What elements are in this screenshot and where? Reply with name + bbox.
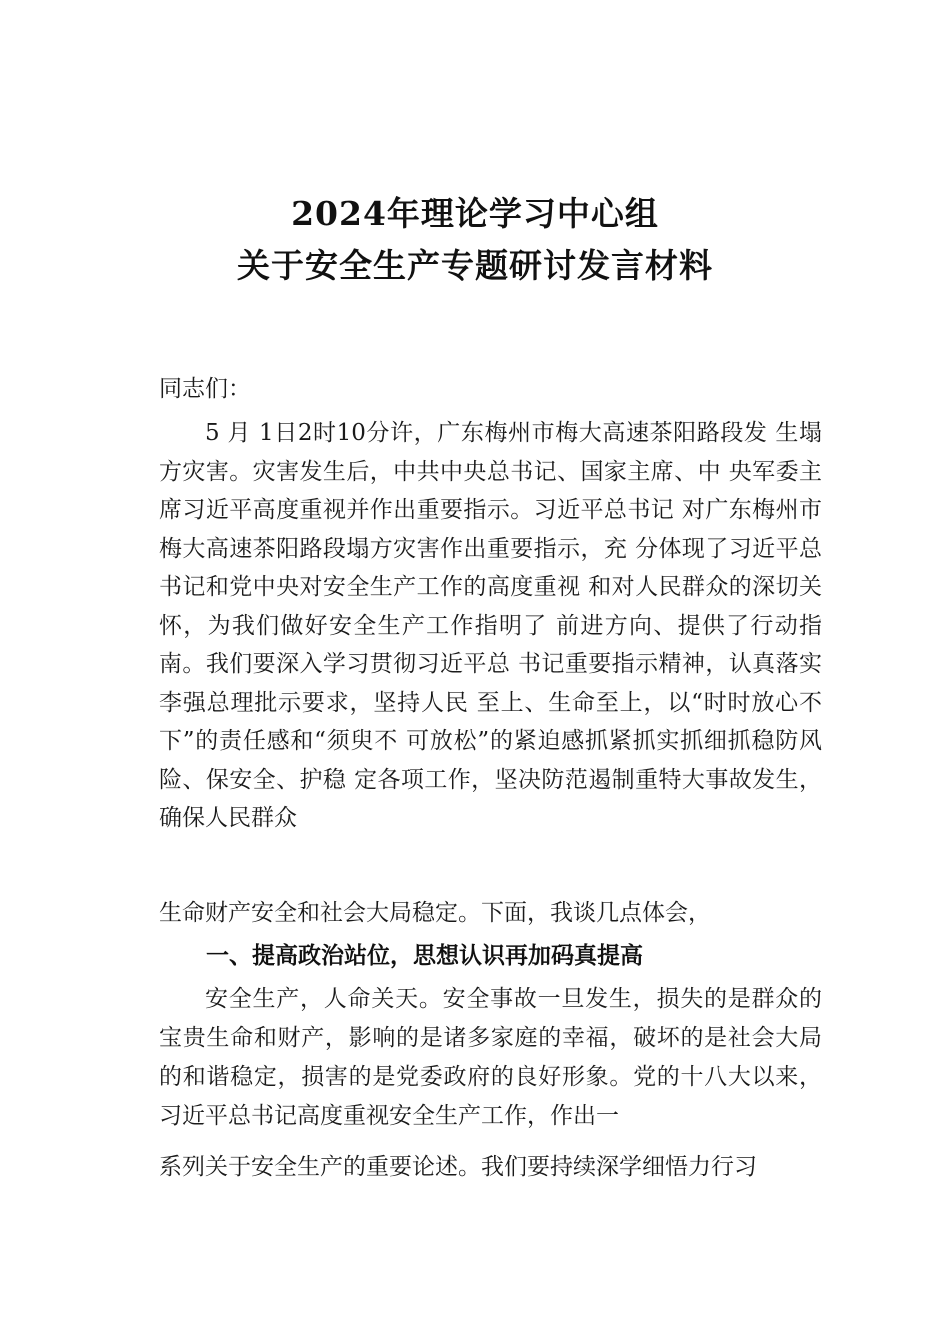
paragraph-2: 安全生产，人命关天。安全事故一旦发生，损失的是群众的宝贵生命和财产，影响的是诸多家庭的幸福，破坏的是社会大局的和谐稳定，损害的是党委政府的良好形象。党的十八大以来，习近平总书记高度重视安全生产工作，作出一 bbox=[159, 986, 822, 1129]
paragraph-1: 5 月 1日2时10分许，广东梅州市梅大高速茶阳路段发 生塌方灾害。灾害发生后，中共中央总书记、国家主席、中 央军委主席习近平高度重视并作出重要指示。习近平总书记 对广东梅州市梅大高速茶阳路段塌方灾害作出重要指示，充 分体现了习近平总书记和党中央对安全生产工作的高度重视 和对人民群众的深切关怀，为我们做好安全生产工作指明了 前进方向、提供了行动指南。我们要深入学习贯彻习近平总 书记重要指示精神，认真落实李强总理批示要求，坚持人民 至上、生命至上，以“时时放心不下”的责任感和“须臾不 可放松”的紧迫感抓紧抓实抓细抓稳防风险、保安全、护稳 定各项工作，坚决防范遏制重特大事故发生，确保人民群众 bbox=[159, 420, 822, 831]
document-title-line1: 2024年理论学习中心组 bbox=[291, 194, 659, 233]
document-title-line2: 关于安全生产专题研讨发言材料 bbox=[237, 246, 713, 285]
paragraph-1-tail: 生命财产安全和社会大局稳定。下面，我谈几点体会， bbox=[159, 900, 711, 926]
paragraph-2-tail: 系列关于安全生产的重要论述。我们要持续深学细悟力行习 bbox=[159, 1154, 757, 1180]
salutation: 同志们： bbox=[159, 376, 251, 402]
section-heading-1: 一、提高政治站位，思想认识再加码真提高 bbox=[206, 943, 643, 969]
